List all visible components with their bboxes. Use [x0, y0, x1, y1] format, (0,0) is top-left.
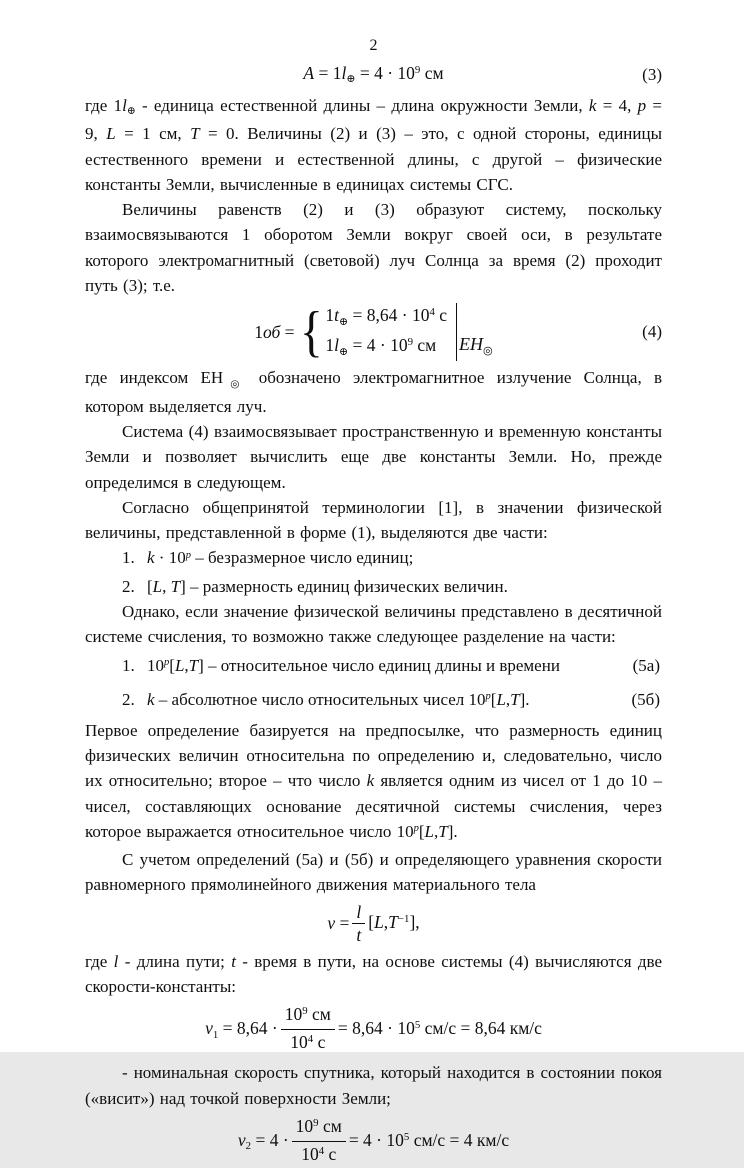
formula-4-lhs [254, 319, 294, 345]
text-run: см/с = 8,64 км/с [420, 1018, 542, 1039]
text-run: см/с = 4 км/с [409, 1129, 510, 1150]
text-run: – безразмерное число единиц; [190, 548, 414, 568]
formula-4-row-1 [325, 303, 447, 331]
text-run: ◎ [223, 378, 247, 390]
text-run: = [280, 322, 295, 343]
text-run: v [237, 1129, 246, 1150]
text-run: 4 [307, 1033, 314, 1046]
page-number: 2 [369, 37, 378, 54]
fraction-denominator [301, 1142, 336, 1168]
text-run: = 4 · 10 [348, 335, 408, 356]
text-run: [ [418, 821, 425, 841]
text-run: = 1 [314, 63, 342, 83]
text-run: = 0. Величины (2) и (3) – это, с одной стороны, единицы естественного времени и естественной длины, с другой – физические константы Земли, вычисленные в единицах системы СГС. [85, 124, 663, 194]
text-run: , [433, 821, 439, 841]
formula-4 [85, 301, 662, 364]
paragraph-first-definition [85, 718, 662, 847]
text-run: p [485, 690, 491, 702]
text-run: t [334, 305, 340, 326]
paragraph-system-links [85, 419, 662, 495]
formula-v-lhs [327, 910, 349, 936]
text-run: l [341, 63, 347, 83]
text-run: ⊕ [346, 73, 356, 86]
fraction [281, 1003, 335, 1056]
text-run: , [383, 911, 389, 932]
text-run: T [170, 576, 181, 596]
fraction [352, 902, 365, 945]
text-run: [ [147, 576, 153, 596]
list-item-text [147, 574, 508, 599]
text-run: ]. [519, 689, 530, 709]
text-run: L [106, 124, 116, 144]
text-run: 10 [301, 1143, 319, 1164]
formula-3 [85, 60, 662, 89]
text-run: С учетом определений (5а) и (5б) и определяющего уравнения скорости равномерного прямолинейного движения материального тела [85, 850, 662, 895]
text-run: 10 [295, 1115, 314, 1136]
paragraph-nominal-speed [85, 1060, 662, 1111]
equation-number-3: (3) [642, 64, 662, 84]
text-run: 9 [313, 1116, 319, 1129]
text-run: Система (4) взаимосвязывает пространственную и временную константы Земли и позволяет вычислить еще две константы Земли. Но, прежде определимся в следующем. [85, 421, 662, 492]
formula-v-rhs [368, 909, 419, 938]
text-run: ], [409, 911, 420, 932]
text-run: p [637, 96, 647, 115]
paragraph-eh-index [85, 365, 662, 419]
text-run: k [147, 689, 155, 709]
text-run: L [424, 821, 434, 841]
fraction-numerator [352, 902, 365, 924]
text-run: T [510, 689, 520, 709]
text-run: L [152, 576, 163, 596]
formula-v1 [85, 1003, 662, 1056]
text-run: - длина пути; [118, 951, 232, 971]
text-run: EH [459, 334, 484, 355]
text-run: T [438, 821, 448, 841]
formula-4-system [325, 303, 447, 361]
text-run: p [164, 656, 170, 668]
text-run: T [190, 124, 200, 144]
text-run: 10 [290, 1032, 308, 1053]
text-run: A [303, 63, 315, 83]
text-run: [ [169, 655, 175, 675]
formula-v2 [85, 1115, 662, 1168]
text-run: p [185, 549, 191, 561]
text-run: = 9, [85, 96, 662, 144]
text-run: см [420, 63, 444, 83]
text-run: l [334, 335, 340, 356]
list-item-text [147, 684, 530, 718]
text-run: ] – размерность единиц физических величин. [180, 576, 508, 596]
paragraph-decimal-system [85, 599, 662, 650]
paragraph-system-intro [85, 197, 662, 298]
text-run: L [496, 689, 506, 709]
text-run: см [318, 1115, 342, 1136]
list-item-1b [85, 574, 662, 599]
formula-4-condition [459, 331, 493, 361]
text-run: 9 [407, 336, 414, 349]
text-run: 1 [212, 1028, 219, 1041]
text-run: p [413, 823, 419, 835]
formula-v2-lhs [238, 1127, 289, 1156]
text-run: l [122, 96, 127, 115]
text-run: = 8,64 · 10 [348, 305, 430, 326]
text-run: 1 [254, 322, 263, 343]
formula-v2-rhs [349, 1127, 509, 1156]
text-run: = 1 см, [115, 124, 191, 144]
text-run: где индексом ЕН [85, 368, 224, 388]
text-run: ⊕ [339, 345, 349, 358]
text-run: L [174, 655, 185, 675]
text-run: Первое определение базируется на предпосылке, что размерность единиц физических величин относительна по определению и, следовательно, число их относительно; второе – что число [85, 720, 662, 791]
text-run: = 4 · 10 [355, 63, 415, 83]
equation-number-5a: (5а) [632, 655, 660, 675]
text-run: L [374, 911, 384, 932]
formula-velocity [85, 902, 662, 945]
list-item-2b [85, 684, 662, 718]
text-run: Величины равенств (2) и (3) образуют систему, поскольку взаимосвязываются 1 оборотом Земли вокруг своей оси, в результате которого электромагнитный (световой) луч Солнца за время (2) проходит путь (3); т.е. [85, 200, 662, 296]
list-item-number: 2. [122, 576, 135, 596]
text-run: ] – относительное число единиц длины и времени [198, 655, 560, 675]
paragraph-where-l [85, 93, 662, 197]
text-run: с [434, 305, 448, 326]
text-run: с [324, 1143, 337, 1164]
fraction-denominator [290, 1030, 325, 1056]
paragraph-velocity-intro [85, 847, 662, 898]
text-run: Согласно общепринятой терминологии [1], в значении физической величины, представленной в форме (1), выделяются две части: [85, 497, 662, 543]
text-run: - единица естественной длины – длина окружности Земли, [135, 96, 589, 115]
text-run: , [162, 576, 171, 596]
text-run: 1 [325, 335, 335, 356]
equation-number-4: (4) [642, 322, 662, 342]
text-run: l [356, 901, 362, 922]
text-run: 4 [429, 306, 435, 319]
text-run: – абсолютное число относительных чисел 10 [154, 689, 486, 709]
text-run: t [356, 924, 362, 945]
text-run: ]. [447, 821, 458, 841]
equation-number-5b: (5б) [631, 689, 660, 709]
text-run: см [413, 335, 437, 356]
text-run: - время в пути, на основе системы (4) вычисляются две скорости-константы: [85, 951, 662, 997]
text-run: с [313, 1032, 326, 1053]
text-run: · 10 [154, 548, 186, 568]
text-run: t [231, 951, 236, 971]
text-run: = [335, 913, 350, 934]
text-run: 5 [403, 1130, 410, 1143]
formula-3-body [303, 63, 444, 86]
text-run: обозначено электромагнитное излучение Солнца, в котором выделяется луч. [85, 368, 662, 416]
list-item-1a [85, 545, 662, 573]
text-run: 2 [245, 1140, 252, 1153]
text-run: где [85, 951, 114, 971]
text-run: является одним из чисел от 1 до 10 – чисел, составляющих основание десятичной системы счисления, через которое выражается относительное число 10 [85, 771, 662, 841]
text-run: , [184, 655, 189, 675]
text-run: см [307, 1004, 331, 1025]
text-run: 1 [325, 305, 335, 326]
evaluation-bar [456, 303, 457, 361]
list-item-2a [85, 650, 662, 684]
text-run: [ [368, 911, 375, 932]
left-brace: { [299, 301, 323, 364]
text-run: 9 [414, 64, 421, 77]
text-run: 9 [302, 1005, 308, 1018]
fraction-numerator [281, 1003, 335, 1030]
text-run: l [113, 951, 119, 971]
text-run: [ [490, 689, 497, 709]
fraction [292, 1115, 346, 1168]
paragraph-terminology [85, 495, 662, 546]
text-run: = 4, [596, 96, 638, 115]
text-run: = 8,64 · 10 [337, 1018, 415, 1039]
fraction-denominator [356, 924, 361, 945]
text-run: T [388, 911, 398, 932]
text-run: = 8,64 · [218, 1018, 278, 1039]
list-item-number: 1. [122, 548, 135, 568]
formula-v1-rhs [338, 1015, 542, 1044]
text-run: k [147, 548, 155, 568]
text-run: ⊕ [339, 315, 349, 328]
text-run: ⊕ [126, 106, 136, 118]
fraction-numerator [292, 1115, 346, 1142]
text-run: - номинальная скорость спутника, который находится в состоянии покоя («висит») над точкой поверхности Земли; [85, 1063, 662, 1108]
list-item-text [147, 650, 560, 684]
text-run: k [588, 96, 597, 115]
text-run: T [188, 655, 199, 675]
text-run: = 4 · [251, 1129, 289, 1150]
paragraph-path-time [85, 949, 662, 1000]
text-run: −1 [397, 912, 410, 925]
text-run: k [366, 771, 375, 791]
text-run: 4 [318, 1144, 325, 1157]
text-run: Однако, если значение физической величины представлено в десятичной системе счисления, то возможно также следующее разделение на части: [85, 602, 662, 647]
text-run: v [205, 1018, 213, 1039]
text-run: где 1 [85, 96, 123, 115]
text-run: 5 [414, 1019, 421, 1032]
formula-v1-lhs [205, 1015, 278, 1044]
text-run: об [262, 322, 281, 343]
text-run: 10 [147, 655, 164, 675]
text-run: = 4 · 10 [348, 1129, 404, 1150]
text-run: ◎ [483, 344, 493, 357]
text-run: 10 [284, 1004, 303, 1025]
list-item-text [147, 545, 413, 573]
formula-4-row-2 [325, 333, 447, 361]
list-item-number: 2. [122, 689, 135, 709]
text-run: v [327, 913, 336, 934]
list-item-number: 1. [122, 655, 135, 675]
text-run: , [505, 689, 511, 709]
